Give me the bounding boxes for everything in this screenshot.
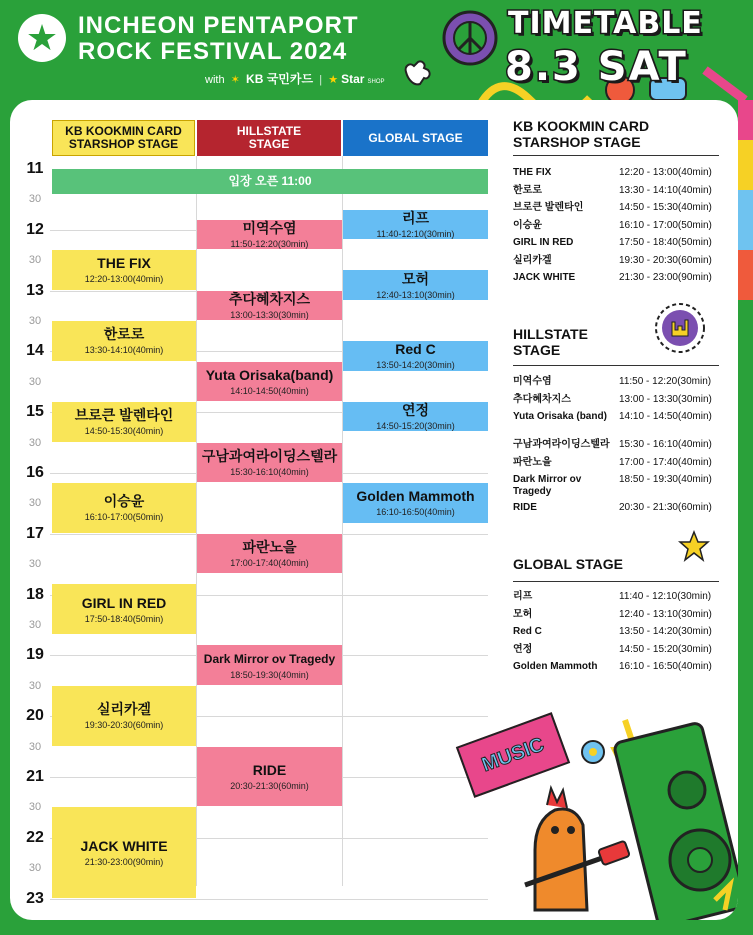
stage-header-kb: KB KOOKMIN CARD STARSHOP STAGE [52,120,195,156]
sponsor-line: with ✶ KB 국민카드 | ★ Star SHOP [205,72,385,86]
performance-block [343,270,488,299]
hour-label: 15 [26,403,44,421]
performance-time: 21:30-23:00(90min) [84,856,164,867]
performance-time: 12:20-13:00(40min) [84,274,164,285]
artist-name: 구남과여라이딩스텔라 [201,447,338,464]
performance-block [197,534,342,574]
hour-label: 12 [26,220,44,238]
performance-time: 16:10-16:50(40min) [376,507,455,518]
half-hour-label: 30 [28,740,42,753]
artist-name: 리프 [401,209,430,226]
kb-stage-title-line1: KB KOOKMIN CARD [513,118,650,134]
schedule-artist: Red C [513,626,542,637]
artist-name: JACK WHITE [80,837,168,854]
hour-label: 18 [26,585,44,603]
performance-block [52,686,196,746]
performance-block [197,645,342,685]
starshop-star-icon: ★ [328,74,339,86]
schedule-time: 14:50 - 15:30(40min) [619,202,712,213]
kb-stage-title-line2: STARSHOP STAGE [513,134,641,150]
performance-time: 20:30-21:30(60min) [230,780,309,791]
schedule-time: 21:30 - 23:00(90min) [619,272,712,283]
half-hour-label: 30 [28,497,42,510]
hour-label: 11 [26,160,44,177]
stage-header-global: GLOBAL STAGE [343,120,488,156]
artist-name: 이승윤 [103,493,145,510]
hour-label: 16 [26,464,44,481]
divider [513,365,719,366]
timetable-panel [10,100,738,920]
performance-block [52,402,196,442]
half-hour-label: 30 [28,862,42,875]
performance-time: 12:40-13:10(30min) [376,289,455,300]
performance-block [52,483,196,533]
opening-text: 입장 오픈 11:00 [228,174,312,188]
performance-block [197,220,342,249]
festival-name-line1: INCHEON PENTAPORT [78,12,359,39]
performance-time: 14:50-15:20(30min) [376,421,455,432]
half-hour-label: 30 [28,801,42,814]
artist-name: 한로로 [103,326,145,343]
hour-label: 19 [26,646,44,664]
schedule-time: 18:50 - 19:30(40min) [619,474,712,485]
artist-name: 모허 [401,270,430,287]
schedule-artist: JACK WHITE [513,272,576,283]
star-decoration-icon [678,530,710,562]
performance-block [343,210,488,239]
stage-header-hillstate: HILLSTATE STAGE [197,120,341,156]
hillstate-stage-title-line2: STAGE [513,342,561,358]
performance-time: 11:40-12:10(30min) [376,228,455,239]
kb-stage-title [513,118,649,150]
schedule-artist: Yuta Orisaka (band) [513,411,607,422]
schedule-artist: GIRL IN RED [513,237,574,248]
speaker-guitar-illustration-icon [505,710,738,920]
performance-block [197,362,342,402]
artist-name: 실리카겔 [96,701,152,718]
schedule-artist: 파란노을 [513,456,552,468]
schedule-time: 14:50 - 15:20(30min) [619,643,712,655]
divider [513,155,719,156]
performance-block [52,321,196,361]
schedule-time: 11:50 - 12:20(30min) [619,376,712,387]
festival-name-line2: ROCK FESTIVAL 2024 [78,38,348,65]
schedule-time: 16:10 - 17:00(50min) [619,219,712,231]
global-stage-title: GLOBAL STAGE [513,556,623,572]
hour-label: 20 [26,707,44,725]
half-hour-label: 30 [28,558,42,571]
hillstate-stage-title [513,326,588,358]
schedule-artist: 실리카겔 [513,254,552,266]
half-hour-label: 30 [28,375,42,388]
schedule-time: 15:30 - 16:10(40min) [619,439,712,450]
artist-name: 추다혜차지스 [228,290,311,307]
half-hour-label: 30 [28,619,42,631]
half-hour-label: 30 [28,254,42,267]
performance-block [343,483,488,523]
performance-time: 17:50-18:40(50min) [84,613,164,624]
schedule-artist: RIDE [513,502,537,513]
performance-block [197,443,342,483]
schedule-artist: 이승윤 [513,219,542,231]
schedule-artist: 연정 [513,643,533,655]
schedule-time: 12:20 - 13:00(40min) [619,167,712,178]
schedule-artist: 브로큰 발렌타인 [513,202,584,213]
half-hour-label: 30 [28,679,42,692]
schedule-artist: 추다혜차지스 [513,393,571,405]
timetable-title: TIMETABLE [508,6,703,41]
performance-time: 18:50-19:30(40min) [230,669,309,680]
hour-label: 17 [26,524,44,542]
artist-name: Yuta Orisaka(band) [205,366,334,383]
schedule-artist: 구남과여라이딩스텔라 [513,439,610,450]
opening-banner [52,169,488,194]
artist-name: Dark Mirror ov Tragedy [203,651,336,666]
performance-time: 14:50-15:30(40min) [84,426,164,437]
schedule-time: 11:40 - 12:10(30min) [619,591,712,602]
schedule-time: 19:30 - 20:30(60min) [619,254,712,266]
grid-line [50,899,488,900]
timetable-date: 8.3 SAT [505,44,688,90]
schedule-time: 17:00 - 17:40(40min) [619,456,712,468]
performance-time: 11:50-12:20(30min) [230,238,309,249]
schedule-artist: THE FIX [513,167,552,178]
schedule-time: 16:10 - 16:50(40min) [619,661,712,672]
rock-hand-badge-icon [654,302,706,354]
hand-sign-decoration-icon [400,58,436,88]
hour-label: 21 [26,768,44,785]
schedule-time: 20:30 - 21:30(60min) [619,502,712,513]
hour-label: 13 [26,281,44,299]
schedule-time: 13:50 - 14:20(30min) [619,626,712,637]
performance-block [343,402,488,431]
performance-time: 13:00-13:30(30min) [230,309,309,320]
hour-label: 23 [26,889,44,907]
performance-time: 13:30-14:10(40min) [84,345,164,356]
artist-name: GIRL IN RED [81,594,167,611]
performance-time: 13:50-14:20(30min) [376,360,455,371]
schedule-artist: 한로로 [513,184,542,196]
schedule-artist: Dark Mirror ov Tragedy [513,474,582,497]
performance-block [197,291,342,320]
schedule-artist: Golden Mammoth [513,661,598,672]
artist-name: THE FIX [97,255,151,272]
peace-sign-decoration-icon [440,8,500,68]
performance-time: 16:10-17:00(50min) [84,512,164,523]
performance-time: 17:00-17:40(40min) [230,558,309,569]
performance-time: 15:30-16:10(40min) [230,466,309,477]
artist-name: 파란노을 [242,539,297,556]
performance-block [343,341,488,370]
hillstate-stage-title-line1: HILLSTATE [513,326,588,342]
performance-block [52,584,196,634]
artist-name: RIDE [252,761,287,778]
header [0,0,753,110]
performance-block [197,747,342,807]
side-doodle-decoration-icon [738,100,753,300]
artist-name: Golden Mammoth [356,488,475,505]
artist-name: Red C [395,341,436,358]
kb-star-icon: ✶ [227,74,243,86]
hour-label: 14 [26,342,44,360]
schedule-time: 12:40 - 13:10(30min) [619,608,712,620]
divider [513,581,719,582]
half-hour-label: 30 [28,193,42,206]
half-hour-label: 30 [28,315,42,327]
artist-name: 연정 [401,402,430,419]
schedule-time: 13:30 - 14:10(40min) [619,184,712,196]
festival-star-logo-icon: ★ [18,14,66,62]
schedule-artist: 미역수염 [513,376,552,387]
artist-name: 미역수염 [242,219,297,236]
music-sticker-text: MUSIC [478,733,547,776]
schedule-artist: 모허 [513,608,533,620]
half-hour-label: 30 [28,436,42,449]
artist-name: 브로큰 발렌타인 [74,407,174,424]
schedule-time: 14:10 - 14:50(40min) [619,411,712,422]
performance-block [52,250,196,290]
schedule-time: 13:00 - 13:30(30min) [619,393,712,405]
performance-block [52,807,196,897]
schedule-artist: 리프 [513,591,533,602]
hour-label: 22 [26,828,44,846]
schedule-time: 17:50 - 18:40(50min) [619,237,712,248]
performance-time: 19:30-20:30(60min) [84,720,164,731]
sponsor-with: with [205,74,225,86]
sponsor-star: Star [341,72,365,86]
sponsor-shop: SHOP [367,79,385,85]
sponsor-kb-card: KB 국민카드 [246,72,314,86]
performance-time: 14:10-14:50(40min) [230,385,309,396]
